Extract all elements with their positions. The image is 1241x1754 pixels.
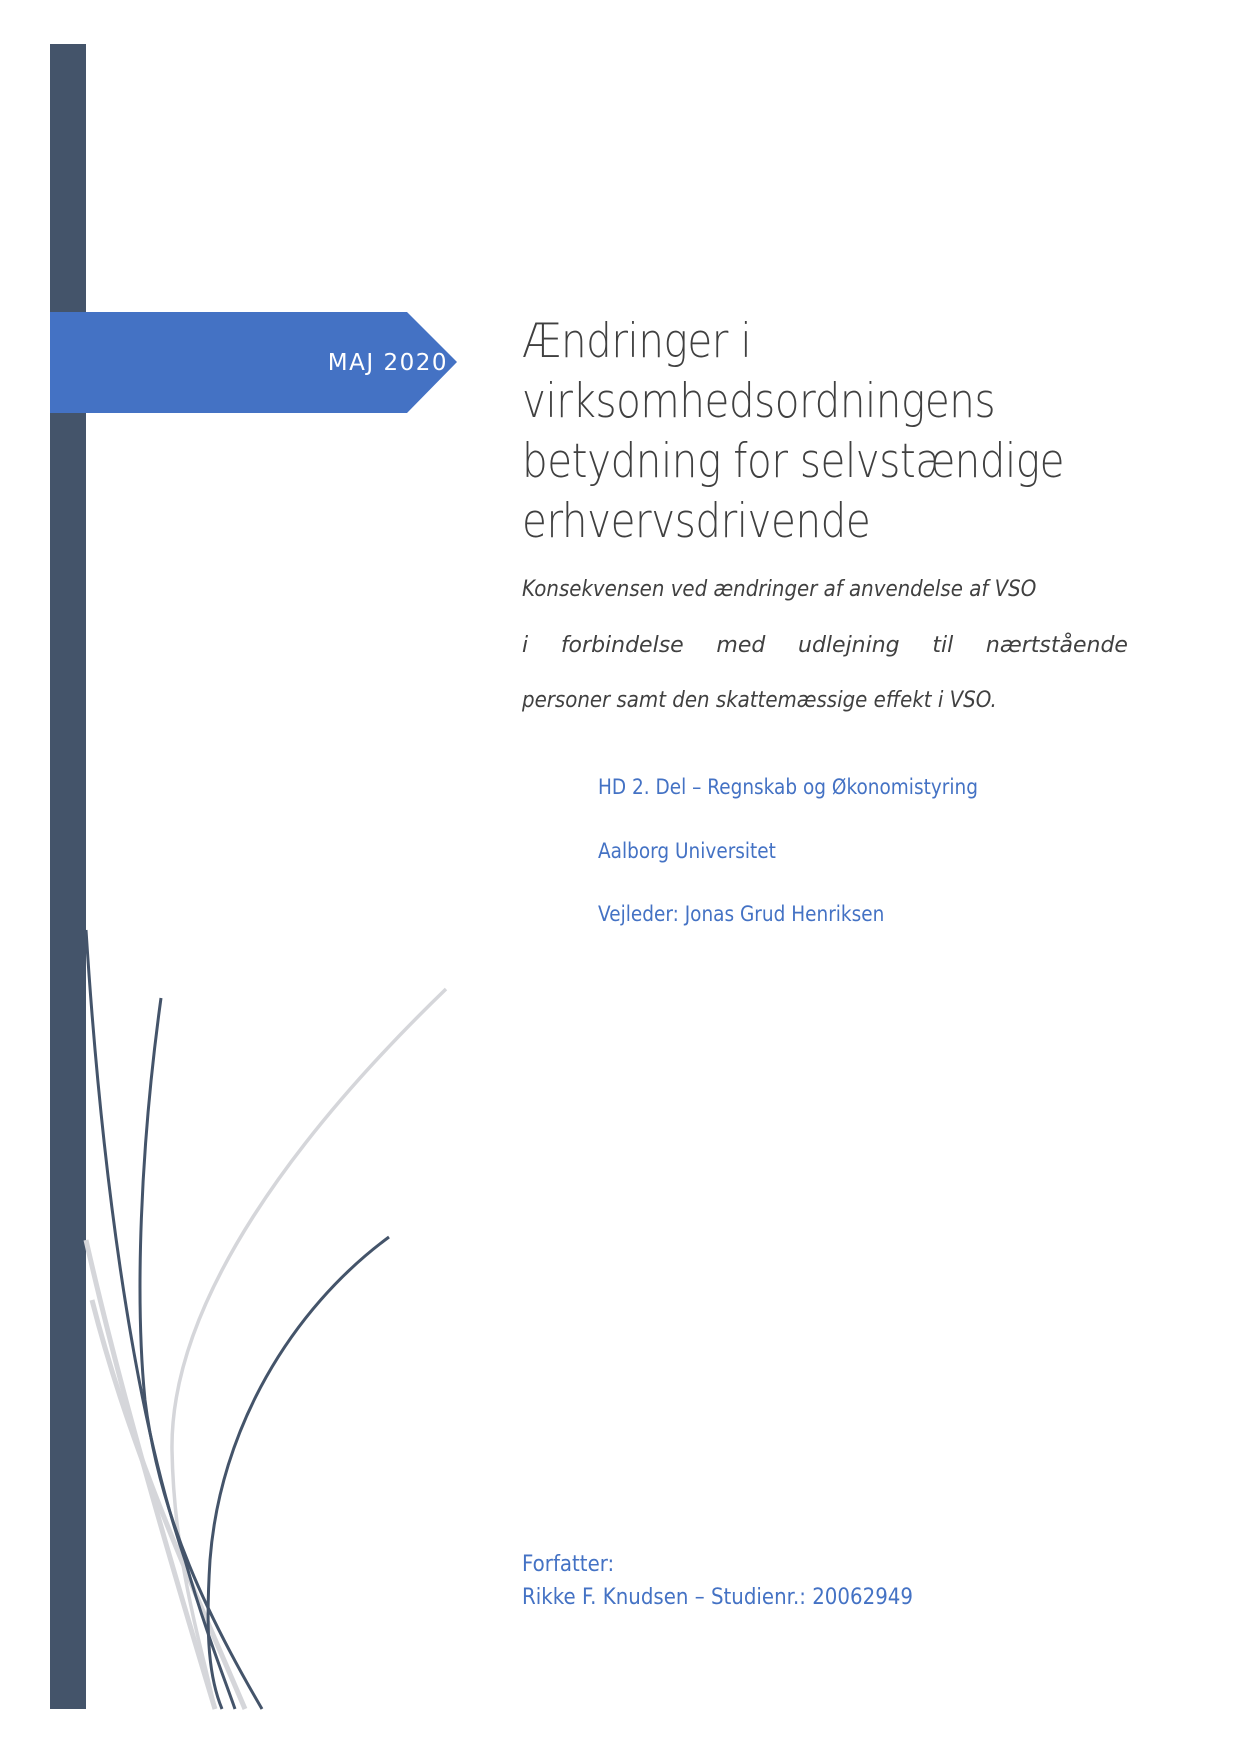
banner-date <box>50 312 448 413</box>
page-title <box>522 312 1162 552</box>
supervisor: Vejleder: Jonas Grud Henriksen <box>598 902 885 926</box>
subtitle-word: til <box>932 632 954 658</box>
title-line-1: Ændringer i <box>522 314 752 369</box>
subtitle <box>522 562 1128 729</box>
title-line-3: betydning for selvstændige <box>522 434 1065 489</box>
author-block <box>522 1548 956 1614</box>
subtitle-line-2 <box>522 618 1128 674</box>
university-name: Aalborg Universitet <box>598 838 776 863</box>
author-name: Rikke F. Knudsen – Studienr.: 20062949 <box>522 1585 913 1610</box>
program-name: HD 2. Del – Regnskab og Økonomistyring <box>598 775 978 799</box>
title-line-4: erhvervsdrivende <box>522 494 871 549</box>
subtitle-word: i <box>522 632 529 658</box>
subtitle-line-3: personer samt den skattemæssige effekt i VSO. <box>522 688 997 713</box>
title-line-2: virksomhedsordningens <box>522 374 996 429</box>
subtitle-word: forbindelse <box>560 632 684 658</box>
subtitle-line-1: Konsekvensen ved ændringer af anvendelse af VSO <box>522 577 1037 602</box>
subtitle-word: udlejning <box>798 632 900 658</box>
date-banner <box>50 312 457 413</box>
subtitle-word: nærtstående <box>985 632 1128 658</box>
subtitle-word: med <box>716 632 766 658</box>
date-text: MAJ 2020 <box>327 349 448 376</box>
author-label: Forfatter: <box>522 1552 615 1577</box>
course-info <box>598 770 1030 961</box>
